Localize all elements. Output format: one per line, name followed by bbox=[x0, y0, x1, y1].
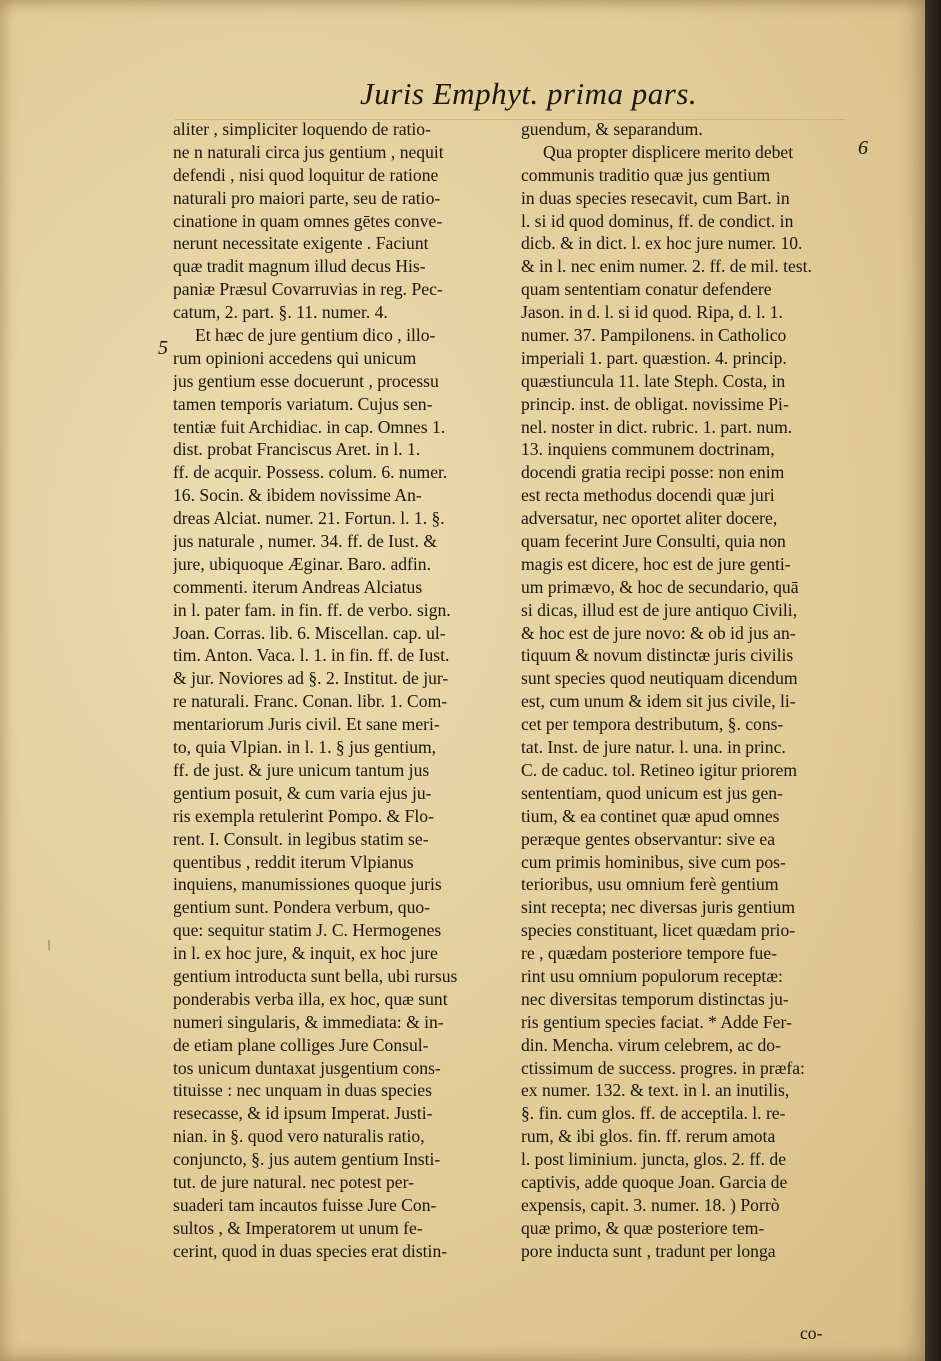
text-line: Joan. Corras. lib. 6. Miscellan. cap. ul- bbox=[173, 622, 446, 643]
text-line: in l. ex hoc jure, & inquit, ex hoc jure bbox=[173, 943, 438, 964]
text-line: 13. inquiens communem doctrinam, bbox=[521, 439, 775, 460]
text-line: tituisse : nec unquam in duas species bbox=[173, 1080, 432, 1101]
text-line: to, quia Vlpian. in l. 1. § jus gentium, bbox=[173, 737, 437, 758]
text-line: magis est dicere, hoc est de jure genti- bbox=[521, 553, 791, 574]
text-line: quæ tradit magnum illud decus His- bbox=[173, 256, 426, 277]
text-line: tos unicum duntaxat jusgentium cons- bbox=[173, 1057, 441, 1078]
text-line: imperiali 1. part. quæstion. 4. princip. bbox=[521, 347, 787, 368]
text-line: Qua propter displicere merito debet bbox=[543, 141, 794, 162]
text-line: um primævo, & hoc de secundario, quā bbox=[521, 576, 799, 597]
text-line: mentariorum Juris civil. Et sane meri- bbox=[173, 714, 440, 735]
text-line: quentibus , reddit iterum Vlpianus bbox=[173, 851, 414, 872]
text-line: l. post liminium. juncta, glos. 2. ff. de bbox=[521, 1149, 787, 1170]
text-line: captivis, adde quoque Joan. Garcia de bbox=[521, 1171, 788, 1192]
text-line: din. Mencha. virum celebrem, ac do- bbox=[521, 1034, 781, 1055]
text-line: communis traditio quæ jus gentium bbox=[521, 164, 771, 185]
text-line: expensis, capit. 3. numer. 18. ) Porrò bbox=[521, 1194, 780, 1215]
text-line: guendum, & separandum. bbox=[521, 119, 703, 139]
text-line: dicb. & in dict. l. ex hoc jure numer. 10. bbox=[521, 233, 803, 254]
text-line: l. si id quod dominus, ff. de condict. in bbox=[521, 210, 794, 231]
text-line: est, cum unum & idem sit jus civile, li- bbox=[521, 691, 796, 712]
text-line: re , quædam posteriore tempore fue- bbox=[521, 943, 777, 964]
text-line: quam fecerint Jure Consulti, quia non bbox=[521, 531, 786, 552]
text-line: quæ primo, & quæ posteriore tem- bbox=[521, 1217, 765, 1238]
margin-number-right: 6 bbox=[858, 137, 868, 159]
text-line: tim. Anton. Vaca. l. 1. in fin. ff. de Iust. bbox=[173, 645, 450, 666]
text-line: si dicas, illud est de jure antiquo Civili, bbox=[521, 599, 798, 620]
text-line: in l. pater fam. in fin. ff. de verbo. sign. bbox=[173, 599, 451, 620]
text-line: nec diversitas temporum distinctas ju- bbox=[521, 988, 789, 1009]
text-line: docendi gratia recipi posse: non enim bbox=[521, 462, 785, 483]
text-line: ne n naturali circa jus gentium , nequit bbox=[173, 141, 444, 162]
text-line: terioribus, usu omnium ferè gentium bbox=[521, 874, 779, 895]
text-line: Et hæc de jure gentium dico , illo- bbox=[195, 325, 436, 346]
text-line: re naturali. Franc. Conan. libr. 1. Com- bbox=[173, 691, 448, 712]
text-line: ff. de acquir. Possess. colum. 6. numer. bbox=[173, 462, 448, 483]
text-line: & hoc est de jure novo: & ob id jus an- bbox=[521, 622, 796, 643]
text-line: tamen temporis variatum. Cujus sen- bbox=[173, 393, 433, 414]
text-line: rent. I. Consult. in legibus statim se- bbox=[173, 828, 429, 849]
text-line: cum primis hominibus, sive cum pos- bbox=[521, 851, 786, 872]
text-line: aliter , simpliciter loquendo de ratio- bbox=[173, 119, 431, 139]
text-line: sultos , & Imperatorem ut unum fe- bbox=[173, 1217, 423, 1238]
text-line: ris gentium species faciat. * Adde Fer- bbox=[521, 1011, 792, 1032]
text-line: ponderabis verba illa, ex hoc, quæ sunt bbox=[173, 988, 448, 1009]
text-line: que: sequitur statim J. C. Hermogenes bbox=[173, 920, 442, 941]
text-line: ff. de just. & jure unicum tantum jus bbox=[173, 759, 430, 780]
text-line: nerunt necessitate exigente . Faciunt bbox=[173, 233, 429, 254]
text-line: gentium sunt. Pondera verbum, quo- bbox=[173, 897, 431, 918]
text-line: 16. Socin. & ibidem novissime An- bbox=[173, 485, 422, 506]
text-line: rum opinioni accedens qui unicum bbox=[173, 347, 417, 368]
text-line: paniæ Præsul Covarruvias in reg. Pec- bbox=[173, 279, 443, 300]
text-line: quæstiuncula 11. late Steph. Costa, in bbox=[521, 370, 786, 391]
text-line: jus naturale , numer. 34. ff. de Iust. & bbox=[173, 531, 438, 552]
text-line: rint usu omnium populorum receptæ: bbox=[521, 965, 783, 986]
text-line: adversatur, nec oportet aliter docere, bbox=[521, 508, 778, 529]
text-line: inquiens, manumissiones quoque juris bbox=[173, 874, 442, 895]
text-line: cinatione in quam omnes gētes conve- bbox=[173, 210, 443, 231]
text-line: tentiæ fuit Archidiac. in cap. Omnes 1. bbox=[173, 416, 446, 437]
text-line: commenti. iterum Andreas Alciatus bbox=[173, 576, 423, 597]
text-line: cet per tempora destributum, §. cons- bbox=[521, 714, 784, 735]
text-line: peræque gentes observantur: sive ea bbox=[521, 828, 776, 849]
text-line: & in l. nec enim numer. 2. ff. de mil. test. bbox=[521, 256, 812, 277]
text-line: tium, & ea continet quæ apud omnes bbox=[521, 805, 780, 826]
text-line: sententiam, quod unicum est jus gen- bbox=[521, 782, 783, 803]
text-line: naturali pro maiori parte, seu de ratio- bbox=[173, 187, 441, 208]
text-line: tut. de jure natural. nec potest per- bbox=[173, 1171, 414, 1192]
text-line: jure, ubiquoque Æginar. Baro. adfin. bbox=[173, 553, 431, 574]
text-line: in duas species resecavit, cum Bart. in bbox=[521, 187, 790, 208]
text-line: tiquum & novum distinctæ juris civilis bbox=[521, 645, 794, 666]
text-line: jus gentium esse docuerunt , processu bbox=[173, 370, 439, 391]
text-line: resecasse, & id ipsum Imperat. Justi- bbox=[173, 1103, 433, 1124]
text-line: defendi , nisi quod loquitur de ratione bbox=[173, 164, 439, 185]
text-line: gentium introducta sunt bella, ubi rursus bbox=[173, 965, 458, 986]
text-line: dist. probat Franciscus Aret. in l. 1. bbox=[173, 439, 421, 460]
text-line: est recta methodus docendi quæ juri bbox=[521, 485, 775, 506]
text-line: dreas Alciat. numer. 21. Fortun. l. 1. §. bbox=[173, 508, 445, 529]
text-line: princip. inst. de obligat. novissime Pi- bbox=[521, 393, 789, 414]
catchword: co- bbox=[800, 1323, 823, 1343]
text-line: numeri singularis, & immediata: & in- bbox=[173, 1011, 444, 1032]
text-line: quam sententiam conatur defendere bbox=[521, 279, 772, 300]
margin-number-left: 5 bbox=[158, 337, 168, 359]
text-line: tat. Inst. de jure natur. l. una. in princ. bbox=[521, 737, 786, 758]
text-line: de etiam plane colliges Jure Consul- bbox=[173, 1034, 429, 1055]
text-line: sint recepta; nec diversas juris gentium bbox=[521, 897, 796, 918]
text-line: suaderi tam incautos fuisse Jure Con- bbox=[173, 1194, 437, 1215]
text-line: nian. in §. quod vero naturalis ratio, bbox=[173, 1126, 425, 1147]
text-line: cerint, quod in duas species erat distin- bbox=[173, 1240, 448, 1261]
gutter-mark bbox=[48, 940, 50, 950]
left-text-column bbox=[173, 118, 500, 1263]
text-line: & jur. Noviores ad §. 2. Institut. de jur- bbox=[173, 668, 449, 689]
text-line: ctissimum de success. progres. in præfa: bbox=[521, 1057, 805, 1078]
text-line: pore inducta sunt , tradunt per longa bbox=[521, 1240, 776, 1261]
book-spine-edge bbox=[925, 0, 941, 1361]
text-line: C. de caduc. tol. Retineo igitur priorem bbox=[521, 759, 798, 780]
text-line: Jason. in d. l. si id quod. Ripa, d. l. 1. bbox=[521, 302, 783, 323]
text-line: ex numer. 132. & text. in l. an inutilis, bbox=[521, 1080, 790, 1101]
text-line: catum, 2. part. §. 11. numer. 4. bbox=[173, 302, 388, 323]
text-line: species constituant, licet quædam prio- bbox=[521, 920, 796, 941]
text-line: sunt species quod neutiquam dicendum bbox=[521, 668, 798, 689]
text-line: gentium posuit, & cum varia ejus ju- bbox=[173, 782, 432, 803]
text-line: nel. noster in dict. rubric. 1. part. num. bbox=[521, 416, 793, 437]
text-line: rum, & ibi glos. fin. ff. rerum amota bbox=[521, 1126, 776, 1147]
right-text-column bbox=[521, 118, 851, 1263]
text-line: ris exempla retulerint Pompo. & Flo- bbox=[173, 805, 434, 826]
text-line: conjuncto, §. jus autem gentium Insti- bbox=[173, 1149, 441, 1170]
text-line: numer. 37. Pampilonens. in Catholico bbox=[521, 325, 787, 346]
text-line: §. fin. cum glos. ff. de acceptila. l. re- bbox=[521, 1103, 786, 1124]
running-header: Juris Emphyt. prima pars. bbox=[360, 76, 698, 111]
